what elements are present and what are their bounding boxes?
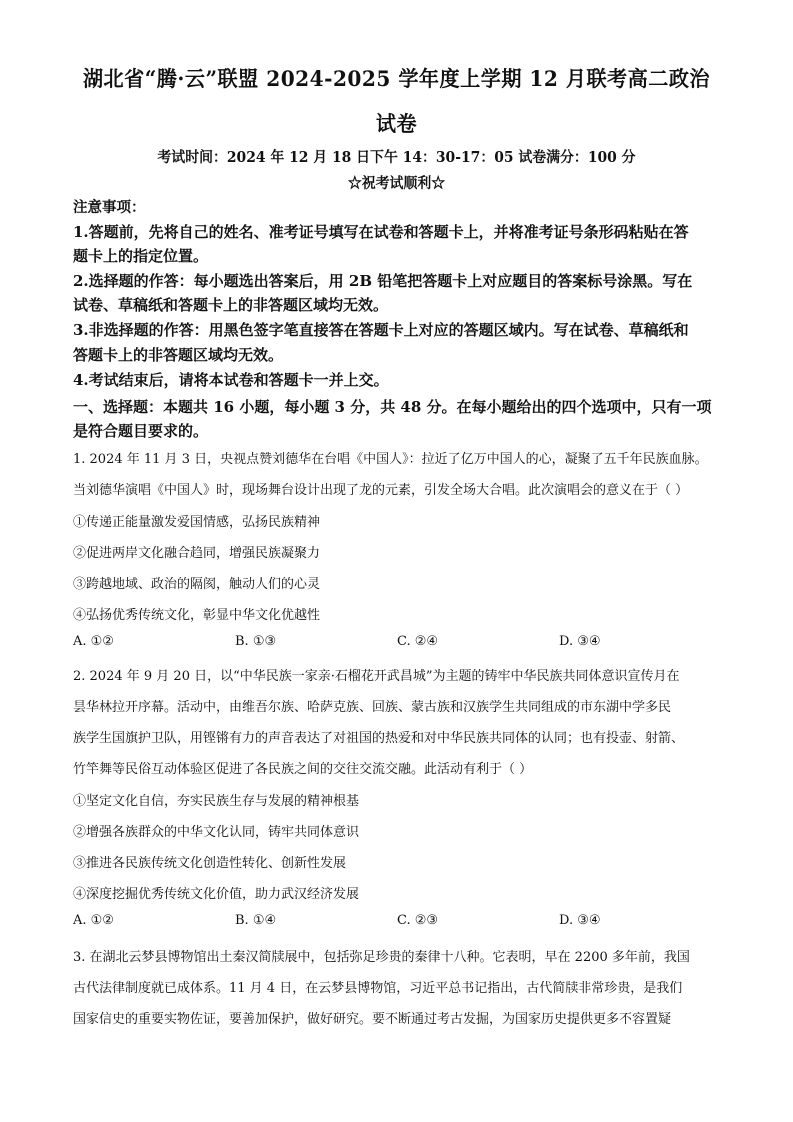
question-stem-line: 昙华林拉开序幕。活动中，由维吾尔族、哈萨克族、回族、蒙古族和汉族学生共同组成的市东湖中学多民 xyxy=(73,700,672,715)
statement: ③跨越地域、政治的隔阂，触动人们的心灵 xyxy=(73,577,321,592)
option-d[interactable]: D. ③④ xyxy=(559,634,601,649)
note-line: 题卡上的指定位置。 xyxy=(73,247,209,265)
option-b[interactable]: B. ①④ xyxy=(235,913,277,928)
question-stem-line: 古代法律制度就已成体系。11 月 4 日，在云梦县博物馆，习近平总书记指出，古代简牍非常珍贵，是我们 xyxy=(73,981,683,996)
question-stem-line: 国家信史的重要实物佐证，要善加保护，做好研究。要不断通过考古发掘，为国家历史提供更多不容置疑 xyxy=(73,1012,672,1027)
option-a[interactable]: A. ①② xyxy=(73,634,114,649)
statement: ①坚定文化自信，夯实民族生存与发展的精神根基 xyxy=(73,794,360,809)
option-d[interactable]: D. ③④ xyxy=(559,913,601,928)
question-stem-line: 2. 2024 年 9 月 20 日，以“中华民族一家亲·石榴花开武昌城”为主题的铸牢中华民族共同体意识宣传月在 xyxy=(73,669,680,684)
section-heading: 一、选择题：本题共 16 小题，每小题 3 分，共 48 分。在每小题给出的四个选项中，只有一项 xyxy=(73,398,712,416)
note-line: 试卷、草稿纸和答题卡上的非答题区域均无效。 xyxy=(73,296,389,314)
options-row xyxy=(73,913,733,931)
statement: ①传递正能量激发爱国情感，弘扬民族精神 xyxy=(73,515,321,530)
note-line: 3.非选择题的作答：用黑色签字笔直接答在答题卡上对应的答题区域内。写在试卷、草稿纸和 xyxy=(73,321,689,339)
statement: ②增强各族群众的中华文化认同，铸牢共同体意识 xyxy=(73,825,360,840)
exam-title: 湖北省“腾·云”联盟 2024-2025 学年度上学期 12 月联考高二政治 xyxy=(82,66,711,91)
statement: ④弘扬优秀传统文化，彰显中华文化优越性 xyxy=(73,608,321,623)
blessing: ☆祝考试顺利☆ xyxy=(347,175,446,192)
option-b[interactable]: B. ①③ xyxy=(235,634,277,649)
statement: ③推进各民族传统文化创造性转化、创新性发展 xyxy=(73,856,347,871)
statement: ②促进两岸文化融合趋同，增强民族凝聚力 xyxy=(73,546,321,561)
option-c[interactable]: C. ②③ xyxy=(397,913,439,928)
statement: ④深度挖掘优秀传统文化价值，助力武汉经济发展 xyxy=(73,887,360,902)
exam-info: 考试时间：2024 年 12 月 18 日下午 14：30-17：05 试卷满分：100 分 xyxy=(157,149,636,166)
note-line: 2.选择题的作答：每小题选出答案后，用 2B 铅笔把答题卡上对应题目的答案标号涂黑。写在 xyxy=(73,272,693,290)
note-line: 4.考试结束后，请将本试卷和答题卡一并上交。 xyxy=(73,371,389,389)
section-heading-continued: 是符合题目要求的。 xyxy=(73,422,209,440)
options-row xyxy=(73,634,733,652)
question-stem-line: 1. 2024 年 11 月 3 日，央视点赞刘德华在台唱《中国人》：拉近了亿万中国人的心，凝聚了五千年民族血脉。 xyxy=(73,452,708,467)
question-stem-line: 族学生国旗护卫队，用铿锵有力的声音表达了对祖国的热爱和对中华民族共同体的认同；也有投壶、射箭、 xyxy=(73,731,685,746)
question-stem-line: 当刘德华演唱《中国人》时，现场舞台设计出现了龙的元素，引发全场大合唱。此次演唱会的意义在于（ ） xyxy=(73,483,689,498)
option-c[interactable]: C. ②④ xyxy=(397,634,439,649)
note-line: 1.答题前，先将自己的姓名、准考证号填写在试卷和答题卡上，并将准考证号条形码粘贴在答 xyxy=(73,223,689,241)
option-a[interactable]: A. ①② xyxy=(73,913,114,928)
notes-heading: 注意事项： xyxy=(73,199,146,216)
question-stem-line: 竹竿舞等民俗互动体验区促进了各民族之间的交往交流交融。此活动有利于（ ） xyxy=(73,762,533,777)
exam-title-continued: 试卷 xyxy=(375,111,418,136)
question-stem-line: 3. 在湖北云梦县博物馆出土秦汉简牍展中，包括弥足珍贵的秦律十八种。它表明，早在 2200 多年前，我国 xyxy=(73,950,690,965)
note-line: 答题卡上的非答题区域均无效。 xyxy=(73,346,284,364)
